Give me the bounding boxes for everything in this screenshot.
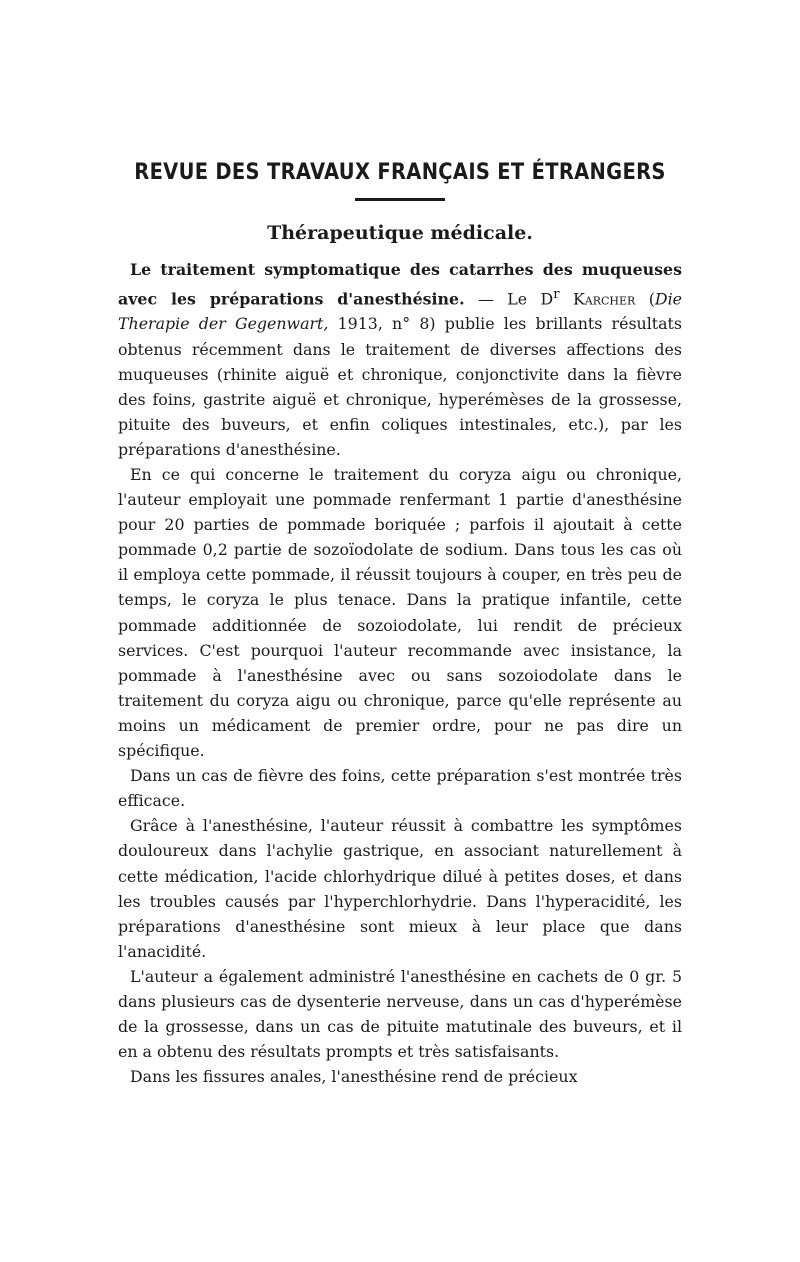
article-body <box>118 257 682 1089</box>
document-page <box>118 148 682 1089</box>
paragraph-3: Dans un cas de fièvre des foins, cette préparation s'est montrée très efficace. <box>118 766 682 811</box>
paragraph-4: Grâce à l'anesthésine, l'auteur réussit à combattre les symptômes douloureux dans l'achylie gastrique, en associant naturellement à cette médication, l'acide chlorhydrique dilué à petites doses, et dans les troubles causés par l'hyperchlorhydrie. Dans l'hyperacidité, les préparations d'anesthésine sont mieux à leur place que dans l'anacidité. <box>118 816 682 961</box>
paragraph-2: En ce qui concerne le traitement du coryza aigu ou chronique, l'auteur employait une pommade renfermant 1 partie d'anesthésine pour 20 parties de pommade boriquée ; parfois il ajoutait à cette pommade 0,2 partie de sozoïodolate de sodium. Dans tous les cas où il employa cette pommade, il réussit toujours à couper, en très peu de temps, le coryza le plus tenace. Dans la pratique infantile, cette pommade additionnée de sozoiodolate, lui rendit de précieux services. C'est pourquoi l'auteur recommande avec insistance, la pommade à l'anesthésine avec ou sans sozoiodolate dans le traitement du coryza aigu ou chronique, parce qu'elle représente au moins un médicament de premier ordre, pour ne pas dire un spécifique. <box>118 465 682 761</box>
paragraph-5: L'auteur a également administré l'anesthésine en cachets de 0 gr. 5 dans plusieurs cas de dysenterie nerveuse, dans un cas d'hyperémèse de la grossesse, dans un cas de pituite matutinale des buveurs, et il en a obtenu des résultats prompts et très satisfaisants. <box>118 966 682 1062</box>
paragraph-1 <box>118 257 682 462</box>
doctor-superscript: r <box>553 287 560 303</box>
paragraph-6: Dans les fissures anales, l'anesthésine rend de précieux <box>130 1067 578 1087</box>
author-name: Karcher <box>559 289 636 309</box>
journal-title: Die Therapie der Gegenwart, <box>118 289 682 334</box>
dash-text: — Le D <box>464 289 554 309</box>
running-header: REVUE DES TRAVAUX FRANÇAIS ET ÉTRANGERS <box>134 158 666 185</box>
paren-open: ( <box>635 289 655 309</box>
article-lead-title: Le traitement symptomatique des catarrhes des muqueuses avec les préparations d'anesthésine. <box>118 260 682 309</box>
paragraph-1-text: 1913, n° 8) publie les brillants résultats obtenus récemment dans le traitement de diverses affections des muqueuses (rhinite aiguë et chronique, conjonctivite dans la fièvre des foins, gastrite aiguë et chronique, hyperémèses de la grossesse, pituite des buveurs, et enfin coliques intestinales, etc.), par les préparations d'anesthésine. <box>118 314 682 459</box>
title-rule <box>355 198 445 201</box>
section-title: Thérapeutique médicale. <box>267 222 533 244</box>
